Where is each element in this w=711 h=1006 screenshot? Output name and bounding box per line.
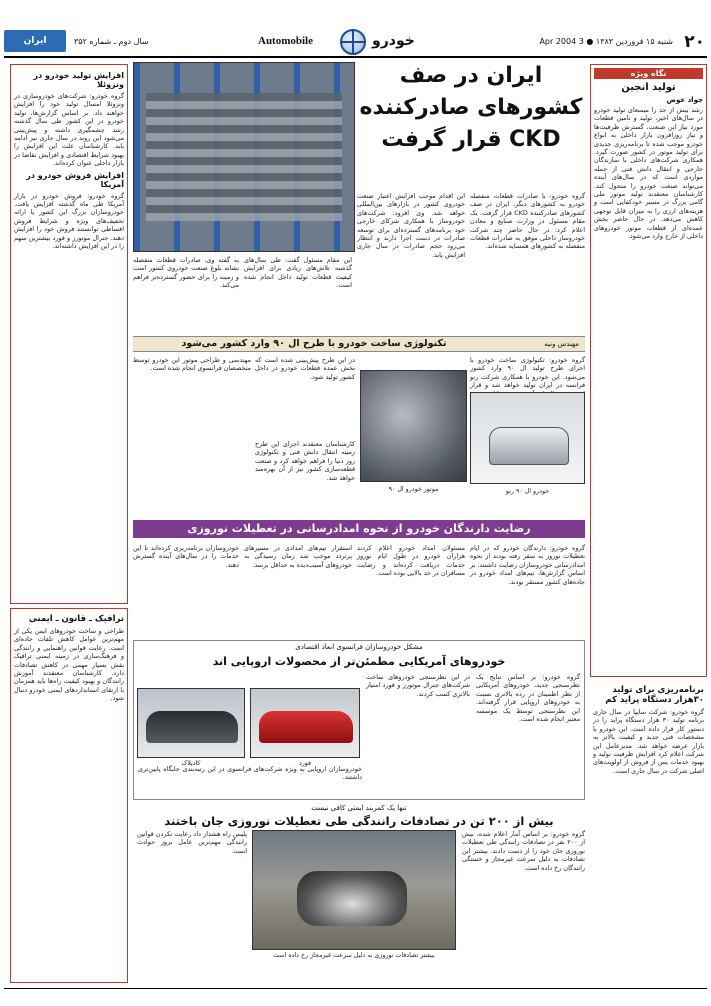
box-body: رشد بیش از حد را میمنعای تولید خودرو در سال‌های اخیر، تولید و تامین قطعات مورد نیاز این صنعت، گسترش ظرفیت‌ها و نیاز روزافزون بازار داخلی به انواع خودرو موجب شده تا برنامه‌ریزی جدیدی برای تولید موتور در کشور صورت گیرد. همکاری شرکت‌های داخلی با سازندگان خارجی و انتقال دانش فنی از جمله مواردی است که در سال‌های آینده می‌تواند صنعت خودرو را متحول کند. کارشناسان معتقدند تولید موتور ملی گامی بزرگ در مسیر خودکفایی است و هزینه‌های ارزی را به میزان قابل توجهی کاهش می‌دهد. در حال حاضر بخش عمده‌ای از قطعات موتور خودروهای داخلی از خارج وارد می‌شود. bbox=[594, 106, 703, 241]
accident-kicker: تنها یک کمربند ایمنی کافی نیست bbox=[311, 804, 407, 812]
page-number: ۲۰ bbox=[684, 32, 705, 52]
right-column-story bbox=[590, 682, 707, 982]
left-body-1: گروه خودرو: شرکت‌های خودروسازی در ونزوئلا امسال تولید خود را افزایش خواهند داد. بر اساس گزارش‌ها، تولید خودرو در این کشور طی سال گذشته رشد چشمگیری داشته و پیش‌بینی می‌شود این روند در سال جاری نیز ادامه یابد. کارشناسان علت این افزایش را بهبود شرایط اقتصادی و افزایش تقاضا در بازار داخلی عنوان کرده‌اند. bbox=[14, 92, 124, 168]
left-heading-2: افزایش فروش خودرو در آمریکا bbox=[26, 170, 124, 189]
satisfaction-band bbox=[133, 520, 585, 538]
right-column-box bbox=[590, 64, 707, 677]
left-column-box bbox=[10, 64, 128, 604]
box-tag: نگاه ویژه bbox=[594, 68, 703, 79]
satisfaction-col-2: مسئولان امداد خودرو اعلام کردند هزاران خودرو در طول ایام نوروز خدمات دریافت کرده‌اند و رضایت مسافران در حد بالایی بوده است. bbox=[357, 544, 465, 578]
main-story-col-2: این اقدام موجب افزایش اعتبار صنعت خودروی کشور در بازارهای بین‌المللی خواهد شد. وی افزود: شرکت‌های خودروساز با همکاری شرکای خارجی خود برنامه‌های گسترده‌ای برای توسعه صادرات در دست اجرا دارند و انتظار می‌رود حجم صادرات در سال جاری افزایش یابد. bbox=[357, 192, 465, 259]
issue-date: شنبه ۱۵ فروردین ۱۳۸۳ ● 3 Apr 2004 bbox=[539, 37, 673, 46]
main-story-col-4: به گفته وی، صادرات قطعات منفصله نشانه بلوغ صنعت خودروی کشور است و زمینه را برای حضور گسترده‌تر فراهم می‌کند. bbox=[133, 256, 239, 290]
main-story-col-3: این مقام مسئول گفت: طی سال‌های گذشته تلاش‌های زیادی برای افزایش کیفیت قطعات تولید داخل انجام شده است. bbox=[244, 256, 352, 290]
car-caption: خودرو ال ۹۰ رنو bbox=[505, 488, 550, 495]
wreck-photo bbox=[252, 830, 456, 950]
warehouse-photo bbox=[133, 62, 355, 252]
accident-col-2: پلیس راه هشدار داد رعایت نکردن قوانین رانندگی مهم‌ترین عامل بروز حوادث است. bbox=[137, 830, 247, 855]
satisfaction-col-1: گروه خودرو: دارندگان خودرو که در ایام تعطیلات نوروز به سفر رفته بودند از نحوه امدادرسانی خودروسازان رضایت داشتند. بر اساس گزارش‌ها، تیم‌های امداد خودرو در جاده‌های کشور مستقر بودند. bbox=[470, 544, 585, 586]
us-story-col-1: گروه خودرو: بر اساس نتایج یک نظرسنجی جدید، خودروهای آمریکایی از نظر اطمینان در رده بالاتری نسبت به خودروهای اروپایی قرار گرفته‌اند. این نظرسنجی توسط یک موسسه معتبر انجام شده است. bbox=[476, 673, 580, 724]
box-author: جواد عوض bbox=[666, 96, 703, 104]
band-story-col-3: در این طرح پیش‌بینی شده است که بخش عمده قطعات خودرو در داخل کشور تولید شود. bbox=[255, 356, 355, 381]
us-story-col-3: خودروسازان اروپایی به ویژه شرکت‌های فرانسوی در این رتبه‌بندی جایگاه پایین‌تری داشتند. bbox=[138, 765, 362, 782]
main-story-col-1: گروه خودرو: با صادرات قطعات منفصله خودرو به کشورهای دیگر، ایران در صف کشورهای صادرکننده CKD قرار گرفت. یک مقام مسئول در وزارت صنایع و معادن اعلام کرد: در حال حاضر چند شرکت خودروساز داخلی موفق به صادرات قطعات منفصله به کشورهای همسایه شده‌اند. bbox=[470, 192, 585, 251]
box-title: تولید انجین bbox=[621, 82, 676, 93]
issue-number: سال دوم ـ شماره ۳۵۲ bbox=[74, 37, 149, 46]
black-car-photo bbox=[137, 688, 245, 758]
story-band bbox=[133, 336, 585, 352]
us-story-title: خودروهای آمریکایی مطمئن‌تر از محصولات اروپایی اند bbox=[212, 655, 506, 668]
left2-heading: ترافیک ـ قانون ـ ایمنی bbox=[28, 614, 124, 624]
band-title: تکنولوژی ساخت خودرو با طرح ال ۹۰ وارد کشور می‌شود bbox=[181, 338, 447, 349]
section-title-en: Automobile bbox=[258, 35, 313, 47]
satisfaction-col-3: استقرار تیم‌های امدادی در مسیرهای پرتردد موجب شد زمان رسیدگی به خودروهای آسیب‌دیده به حداقل برسد. bbox=[244, 544, 352, 569]
engine-photo bbox=[360, 370, 467, 482]
satisfaction-col-4: خودروسازان برنامه‌ریزی کرده‌اند تا این خدمات را در سال‌های آینده گسترش دهند. bbox=[133, 544, 239, 569]
left-body-2: گروه خودرو: فروش خودرو در بازار آمریکا طی ماه گذشته افزایش یافت. خودروسازان بزرگ این کشور با ارائه تخفیف‌های ویژه و شرایط فروش اقساطی توانستند فروش خود را افزایش دهند. جنرال موتورز و فورد بیشترین سهم را در این افزایش داشته‌اند. bbox=[14, 191, 124, 251]
satisfaction-title: رضایت دارندگان خودرو از نحوه امدادرسانی در تعطیلات نوروزی bbox=[187, 522, 531, 535]
main-headline: ایران در صف کشورهای صادرکننده CKD قرار گرفت bbox=[359, 63, 583, 152]
band-story-col-2: کارشناسان معتقدند اجرای این طرح زمینه انتقال دانش فنی و تکنولوژی روز دنیا را فراهم خواهد کرد و صنعت قطعه‌سازی کشور نیز از آن بهره‌مند خواهد شد. bbox=[255, 440, 355, 482]
band-story-col-1: گروه خودرو: تکنولوژی ساخت خودرو با اجرای طرح تولید ال ۹۰ وارد کشور می‌شود. این خودرو با همکاری شرکت رنو فرانسه در ایران تولید خواهد شد و قرار bbox=[470, 356, 585, 390]
us-story-kicker: مشکل خودروسازان فرانسوی ابعاد اقتصادی bbox=[295, 643, 423, 651]
black-car-caption: کادیلاک bbox=[181, 760, 201, 767]
band-story-col-4: مهندسی و طراحی موتور این خودرو توسط متخصصان فرانسوی انجام شده است. bbox=[133, 356, 251, 373]
globe-icon bbox=[340, 29, 366, 55]
accident-title: بیش از ۲۰۰ تن در تصادفات رانندگی طی تعطیلات نوروزی جان باختند bbox=[164, 814, 554, 828]
footer-rule bbox=[4, 988, 707, 989]
newspaper-logo: ایران اقتصادی bbox=[4, 30, 66, 52]
section-title-fa: خودرو bbox=[372, 33, 415, 49]
engine-caption: موتور خودرو ال ۹۰ bbox=[388, 486, 439, 493]
story-body: گروه خودرو: شرکت سایپا در سال جاری برنامه تولید ۳۰ هزار دستگاه پراید را در دستور کار قرار داده است. این خودرو با مشخصات فنی جدید و کیفیت بالاتر به بازار عرضه خواهد شد. مدیرعامل این شرکت اعلام کرد افزایش ظرفیت تولید و بهبود خدمات پس از فروش از اولویت‌های اصلی شرکت در سال جاری است. bbox=[593, 708, 704, 775]
red-car-caption: فورد bbox=[298, 760, 312, 767]
left-heading-1: افزایش تولید خودرو در ونزوئلا bbox=[33, 71, 124, 89]
car-photo bbox=[470, 392, 585, 484]
wreck-caption: بیشتر تصادفات نوروزی به دلیل سرعت غیرمجاز رخ داده است bbox=[273, 952, 435, 959]
left-column-box-2 bbox=[10, 608, 128, 983]
story-heading: برنامه‌ریزی برای تولید ۳۰هزار دستگاه پراید کم bbox=[605, 685, 704, 705]
band-byline: مهندس ونیه bbox=[544, 340, 579, 348]
accident-col-1: گروه خودرو: بر اساس آمار اعلام شده، بیش از ۲۰۰ نفر در تصادفات رانندگی طی تعطیلات نوروزی جان خود را از دست دادند. بیشتر این تصادفات به دلیل سرعت غیرمجاز و خستگی رانندگان رخ داده است. bbox=[462, 830, 585, 872]
left2-body: طراحی و ساخت خودروهای ایمن یکی از مهم‌ترین عوامل کاهش تلفات جاده‌ای است. رعایت قوانین راهنمایی و رانندگی و فرهنگ‌سازی در زمینه ایمنی ترافیک نقش بسیار مهمی در کاهش تصادفات دارد. کارشناسان معتقدند آموزش رانندگان و بهبود کیفیت راه‌ها باید همزمان با ارتقای استانداردهای ایمنی خودرو دنبال شود. bbox=[14, 627, 124, 703]
us-story-col-2: در این نظرسنجی خودروهای ساخت شرکت‌های جنرال موتورز و فورد امتیاز بالاتری کسب کردند. bbox=[366, 673, 470, 698]
red-car-photo bbox=[250, 688, 360, 758]
page-header bbox=[4, 28, 707, 68]
